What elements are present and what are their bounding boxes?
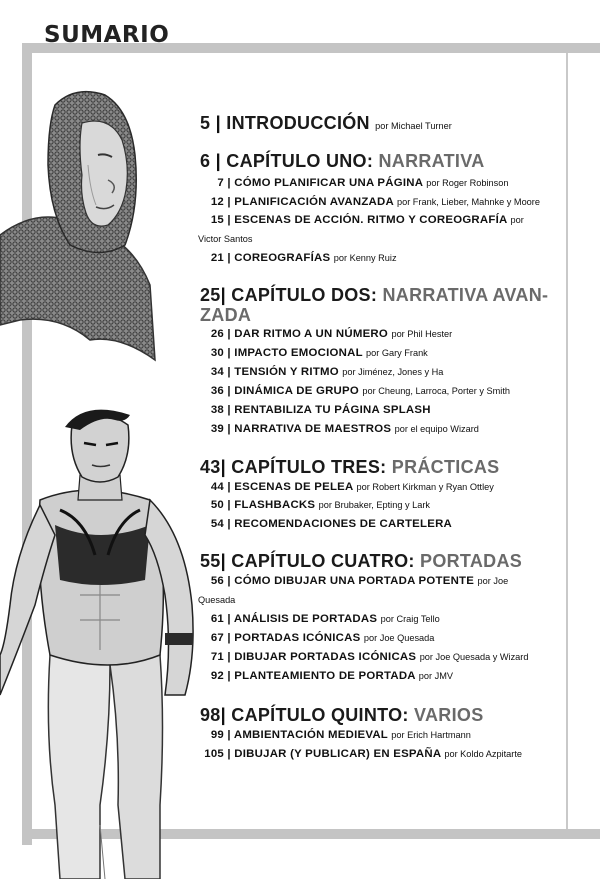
chapter-theme-continued [200, 305, 251, 326]
entry-title: DAR RITMO A UN NÚMERO [234, 328, 389, 340]
toc-entry[interactable]: 44 | ESCENAS DE PELEA por Robert Kirkman y Ryan Ottley [200, 481, 494, 493]
author-credit: por [510, 215, 524, 225]
entry-title: COREOGRAFÍAS [234, 252, 331, 264]
toc-entry[interactable]: 38 | RENTABILIZA TU PÁGINA SPLASH [200, 404, 431, 416]
separator: | [220, 551, 232, 571]
entry-title: CÓMO PLANIFICAR UNA PÁGINA [234, 177, 423, 189]
toc-entry[interactable]: 56 | CÓMO DIBUJAR UNA PORTADA POTENTE por Joe [200, 575, 508, 587]
author-credit: por Cheung, Larroca, Porter y Smith [362, 386, 510, 396]
entry-title: ESCENAS DE ACCIÓN. RITMO Y COREOGRAFÍA [234, 214, 508, 226]
page-number: 71 [210, 651, 224, 663]
toc-entry[interactable]: 26 | DAR RITMO A UN NÚMERO por Phil Hester [200, 328, 452, 340]
page-number: 105 [204, 748, 224, 760]
author-credit: por el equipo Wizard [394, 424, 479, 434]
toc-entry[interactable]: 105 | DIBUJAR (Y PUBLICAR) EN ESPAÑA por Koldo Azpitarte [200, 748, 522, 760]
chapter-theme: NARRATIVA AVAN- [382, 285, 549, 305]
entry-title: DIBUJAR (Y PUBLICAR) EN ESPAÑA [234, 748, 441, 760]
chapter-theme: PORTADAS [420, 551, 523, 571]
author-credit: por Robert Kirkman y Ryan Ottley [356, 482, 494, 492]
chapter-theme: PRÁCTICAS [391, 457, 500, 477]
separator: | [210, 151, 227, 171]
toc-chapter-4[interactable] [200, 551, 522, 572]
entry-title: IMPACTO EMOCIONAL [234, 347, 363, 359]
author-credit: por Joe Quesada [363, 633, 435, 643]
page-number: 55 [200, 551, 221, 571]
superhero-illustration [0, 405, 205, 879]
entry-title: CÓMO DIBUJAR UNA PORTADA POTENTE [234, 575, 475, 587]
toc-entry[interactable]: 21 | COREOGRAFÍAS por Kenny Ruiz [200, 252, 397, 264]
entry-title: AMBIENTACIÓN MEDIEVAL [233, 729, 388, 741]
entry-title: RECOMENDACIONES DE CARTELERA [234, 518, 453, 530]
page-number: 36 [210, 385, 224, 397]
author-credit: por Michael Turner [375, 121, 452, 131]
author-credit: por Craig Tello [380, 614, 440, 624]
page-number: 50 [210, 499, 224, 511]
author-credit: por Phil Hester [391, 329, 453, 339]
toc-entry[interactable]: 99 | AMBIENTACIÓN MEDIEVAL por Erich Hartmann [200, 729, 471, 741]
author-credit-continued: Quesada [198, 595, 236, 605]
toc-entry[interactable]: 15 | ESCENAS DE ACCIÓN. RITMO Y COREOGRAFÍA por [200, 214, 524, 226]
author-credit: por Jiménez, Jones y Ha [342, 367, 444, 377]
author-credit: por Joe Quesada y Wizard [419, 652, 529, 662]
entry-title: PLANIFICACIÓN AVANZADA [234, 196, 394, 208]
page-number: 38 [210, 404, 224, 416]
chapter-title: CAPÍTULO DOS: [231, 285, 383, 305]
page-number: 12 [210, 196, 224, 208]
author-credit: por Roger Robinson [426, 178, 509, 188]
chapter-title: CAPÍTULO UNO: [226, 151, 379, 171]
toc-entry[interactable]: 71 | DIBUJAR PORTADAS ICÓNICAS por Joe Quesada y Wizard [200, 651, 528, 663]
page-number: 61 [210, 613, 224, 625]
toc-entry[interactable]: 30 | IMPACTO EMOCIONAL por Gary Frank [200, 347, 428, 359]
chapter-title: CAPÍTULO TRES: [231, 457, 392, 477]
entry-title: RENTABILIZA TU PÁGINA SPLASH [234, 404, 431, 416]
toc-entry[interactable]: 54 | RECOMENDACIONES DE CARTELERA [200, 518, 452, 530]
page-number: 39 [210, 423, 224, 435]
separator: | [220, 705, 232, 725]
page-number: 26 [210, 328, 224, 340]
toc-chapter-5[interactable] [200, 705, 484, 726]
author-credit: por Koldo Azpitarte [444, 749, 522, 759]
chapter-title: CAPÍTULO CUATRO: [231, 551, 421, 571]
page-number: 25 [200, 285, 221, 305]
author-credit: por Frank, Lieber, Mahnke y Moore [396, 197, 540, 207]
page-number: 56 [210, 575, 224, 587]
chapter-theme: NARRATIVA [378, 151, 485, 171]
author-credit: por Joe [477, 576, 509, 586]
author-credit: por Brubaker, Epting y Lark [318, 500, 431, 510]
author-credit-continued: Victor Santos [198, 234, 253, 244]
toc-entry[interactable]: 7 | CÓMO PLANIFICAR UNA PÁGINA por Roger Robinson [200, 177, 508, 189]
knight-illustration [0, 85, 160, 363]
entry-title: FLASHBACKS [234, 499, 316, 511]
page-number: 21 [210, 252, 224, 264]
page-number: 44 [210, 481, 224, 493]
separator: | [220, 285, 232, 305]
author-credit: por Erich Hartmann [391, 730, 471, 740]
section-title: INTRODUCCIÓN [226, 113, 370, 133]
page-number: 34 [210, 366, 224, 378]
page-number: 6 [200, 151, 211, 171]
page-number: 15 [210, 214, 224, 226]
page-number: 30 [210, 347, 224, 359]
entry-title: ESCENAS DE PELEA [234, 481, 354, 493]
page-number: 54 [210, 518, 224, 530]
toc-chapter-1[interactable] [200, 151, 485, 172]
toc-entry[interactable]: 39 | NARRATIVA DE MAESTROS por el equipo Wizard [200, 423, 479, 435]
entry-title: PORTADAS ICÓNICAS [234, 632, 361, 644]
separator: | [210, 113, 227, 133]
page-number: 98 [200, 705, 221, 725]
entry-title: PLANTEAMIENTO DE PORTADA [234, 670, 416, 682]
author-credit: por JMV [418, 671, 454, 681]
toc-intro[interactable] [200, 113, 452, 134]
chapter-theme: ZADA [200, 305, 252, 325]
chapter-theme: VARIOS [414, 705, 484, 725]
entry-title: DINÁMICA DE GRUPO [234, 385, 359, 397]
page-number: 92 [210, 670, 224, 682]
separator: | [220, 457, 232, 477]
toc-chapter-2[interactable] [200, 285, 548, 306]
page-number: 5 [200, 113, 211, 133]
toc-entry[interactable]: 67 | PORTADAS ICÓNICAS por Joe Quesada [200, 632, 434, 644]
page-number: 99 [210, 729, 224, 741]
page-number: 43 [200, 457, 221, 477]
toc-entry[interactable]: 50 | FLASHBACKS por Brubaker, Epting y Lark [200, 499, 430, 511]
entry-title: TENSIÓN Y RITMO [234, 366, 339, 378]
chapter-title: CAPÍTULO QUINTO: [231, 705, 415, 725]
entry-title: NARRATIVA DE MAESTROS [234, 423, 392, 435]
page-number: 67 [210, 632, 224, 644]
toc-entry[interactable]: 61 | ANÁLISIS DE PORTADAS por Craig Tello [200, 613, 440, 625]
entry-title: ANÁLISIS DE PORTADAS [233, 613, 378, 625]
toc-entry[interactable]: 34 | TENSIÓN Y RITMO por Jiménez, Jones y Ha [200, 366, 443, 378]
frame-right-rule [566, 53, 568, 829]
author-credit: por Gary Frank [366, 348, 428, 358]
toc-entry[interactable]: 36 | DINÁMICA DE GRUPO por Cheung, Larroca, Porter y Smith [200, 385, 510, 397]
page-title: SUMARIO [44, 22, 170, 48]
toc-chapter-3[interactable] [200, 457, 499, 478]
toc-entry[interactable]: 12 | PLANIFICACIÓN AVANZADA por Frank, Lieber, Mahnke y Moore [200, 196, 540, 208]
entry-title: DIBUJAR PORTADAS ICÓNICAS [234, 651, 417, 663]
toc-entry[interactable]: 92 | PLANTEAMIENTO DE PORTADA por JMV [200, 670, 453, 682]
author-credit: por Kenny Ruiz [333, 253, 397, 263]
page-number: 7 [217, 177, 224, 189]
